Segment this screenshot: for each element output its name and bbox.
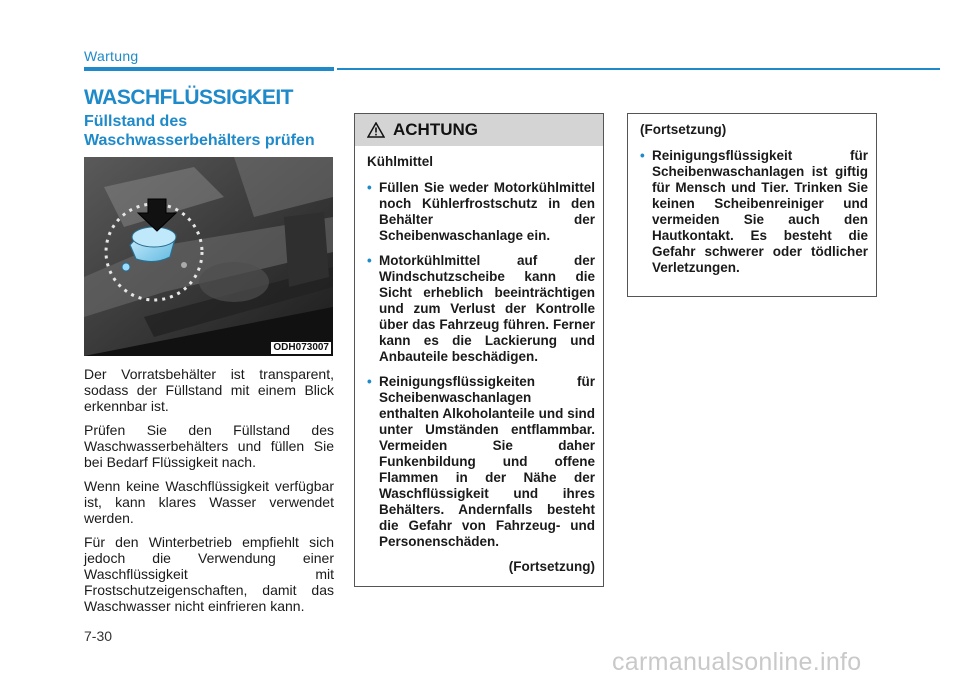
- caution-list: [367, 180, 595, 550]
- sub-heading-line1: Füllstand des: [84, 113, 188, 130]
- caution-box: [354, 113, 604, 587]
- bullet-icon: •: [640, 148, 645, 163]
- washer-reservoir-photo: [84, 157, 333, 356]
- caution-item: • Reinigungsflüssigkeiten für Scheibenwaschanlagen enthalten Alkoholanteile und sind unter Umständen entflammbar. Vermeiden Sie daher Funkenbildung und offene Flammen in der Nähe der Waschflüssigkeit und ihres Behälters. Andernfalls besteht die Gefahr von Fahrzeug- und Personenschäden.: [367, 374, 595, 549]
- caution-continued-list: [640, 148, 868, 276]
- page-title: WASCHFLÜSSIGKEIT: [84, 86, 294, 109]
- figure-code: ODH073007: [273, 342, 329, 353]
- continued-intro: (Fortsetzung): [640, 122, 727, 137]
- header-rule-thin: [337, 68, 940, 70]
- watermark: carmanualsonline.info: [612, 648, 862, 676]
- continued-label: (Fortsetzung): [508, 559, 595, 574]
- caution-intro: Kühlmittel: [367, 154, 433, 169]
- caution-header: [355, 114, 603, 146]
- body-text: [84, 366, 334, 622]
- caution-item: • Reinigungsflüssigkeit für Scheibenwaschanlagen ist giftig für Mensch und Tier. Trinken Sie keinen Scheibenreiniger und vermeiden Sie auch den Hautkontakt. Es besteht die Gefahr schwerer oder tödlicher Verletzungen.: [640, 148, 868, 275]
- caution-body: [355, 146, 603, 575]
- caution-heading: ACHTUNG: [393, 120, 478, 139]
- engine-bay-illustration: [84, 157, 333, 356]
- warning-triangle-icon: [367, 122, 385, 138]
- caution-continued-box: [627, 113, 877, 297]
- section-label: Wartung: [84, 48, 139, 64]
- caution-item: • Motorkühlmittel auf der Windschutzscheibe kann die Sicht erheblich beeinträchtigen und zum Verlust der Kontrolle über das Fahrzeug führen. Ferner kann es die Lackierung und Anbauteile beschädigen.: [367, 253, 595, 364]
- body-paragraph: Wenn keine Waschflüssigkeit verfügbar ist, kann klares Wasser verwendet werden.: [84, 478, 334, 526]
- bullet-icon: •: [367, 253, 372, 268]
- caution-continued-body: [628, 114, 876, 276]
- caution-item: • Füllen Sie weder Motorkühlmittel noch Kühlerfrostschutz in den Behälter der Scheibenwaschanlage ein.: [367, 180, 595, 243]
- body-paragraph: Prüfen Sie den Füllstand des Waschwasserbehälters und füllen Sie bei Bedarf Flüssigkeit nach.: [84, 422, 334, 470]
- sub-heading: [84, 112, 344, 150]
- body-paragraph: Der Vorratsbehälter ist transparent, sodass der Füllstand mit einem Blick erkennbar ist.: [84, 366, 334, 414]
- sub-heading-line2: Waschwasserbehälters prüfen: [84, 132, 315, 149]
- body-paragraph: Für den Winterbetrieb empfiehlt sich jedoch die Verwendung einer Waschflüssigkeit mit Frostschutzeigenschaften, damit das Waschwasser nicht einfrieren kann.: [84, 534, 334, 614]
- bullet-icon: •: [367, 374, 372, 389]
- header-rule-thick: [84, 67, 334, 71]
- bullet-icon: •: [367, 180, 372, 195]
- page-number: 7-30: [84, 628, 113, 644]
